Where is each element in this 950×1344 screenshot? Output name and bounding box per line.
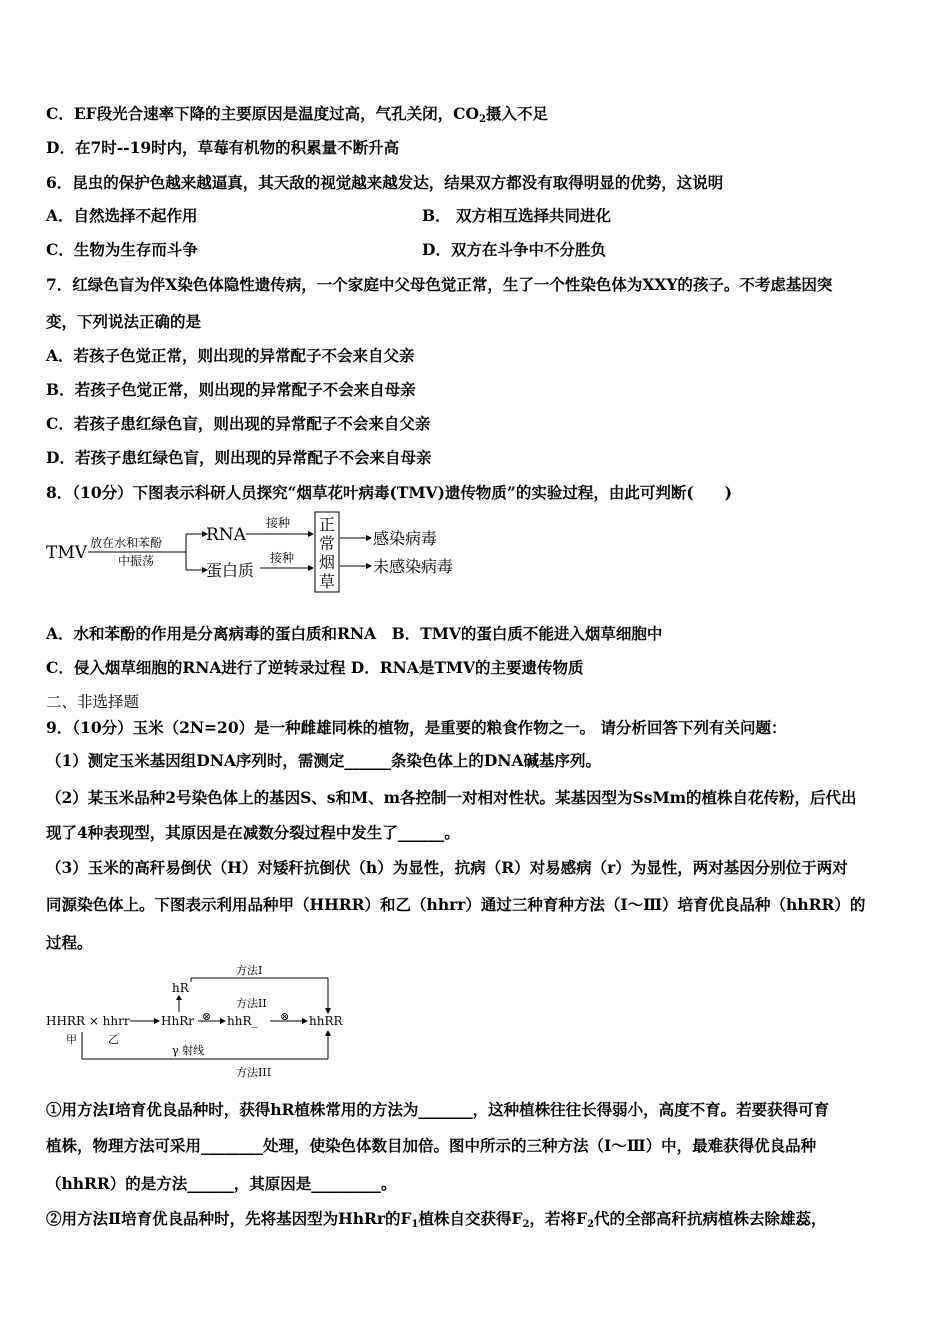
shake-label-top: 放在水和苯酚 (90, 536, 163, 550)
q9-sub1-line3: （hhRR）的是方法______，其原因是_________。 (46, 1174, 397, 1193)
q7-stem-line2: 变，下列说法正确的是 (46, 312, 202, 331)
arrowhead-inoculate-2 (308, 565, 314, 571)
q8-options-ab: A．水和苯酚的作用是分离病毒的蛋白质和RNA B．TMV的蛋白质不能进入烟草细胞中 (46, 624, 663, 643)
q6-option-d: D．双方在斗争中不分胜负 (422, 240, 606, 259)
arrowhead-result-1 (366, 535, 372, 541)
tmv-label: TMV (46, 543, 88, 563)
q9-sub1-line1: ①用方法Ⅰ培育优良品种时，获得hR植株常用的方法为_______，这种植株往往长得弱小，高度不育。若要获得可育 (46, 1100, 830, 1119)
tobacco-char-4: 草 (319, 572, 336, 591)
protein-label: 蛋白质 (206, 561, 255, 580)
ray-label: γ 射线 (172, 1044, 205, 1057)
q6-options-row2 (46, 238, 606, 260)
yi-label: 乙 (108, 1033, 119, 1046)
inoculate-label-2: 接种 (270, 551, 295, 565)
q6-option-a: A．自然选择不起作用 (46, 206, 198, 225)
q6-options-row1 (46, 204, 611, 226)
cross-arrowhead (154, 1018, 160, 1024)
selfing-arrowhead-2 (302, 1018, 308, 1024)
q9-part3-line1: （3）玉米的高秆易倒伏（H）对矮秆抗倒伏（h）为显性，抗病（R）对易感病（r）为显性，两对基因分别位于两对 (46, 858, 848, 877)
rna-label: RNA (206, 525, 246, 545)
method3-label: 方法III (236, 1066, 272, 1079)
method2-label: 方法II (236, 997, 267, 1010)
q8-stem: 8．（10分）下图表示科研人员探究“烟草花叶病毒(TMV)遗传物质”的实验过程，由此可判断( ) (46, 483, 732, 502)
breeding-methods-diagram (44, 958, 354, 1082)
target-label: hhRR (309, 1014, 343, 1028)
q9-sub1-line2: 植株，物理方法可采用________处理，使染色体数目加倍。图中所示的三种方法（Ⅰ～Ⅲ）中，最难获得优良品种 (46, 1136, 817, 1155)
q7-option-a: A．若孩子色觉正常，则出现的异常配子不会来自父亲 (46, 346, 415, 365)
q5-option-c: C．EF段光合速率下降的主要原因是温度过高，气孔关闭，$CO_2$摄入不足 (46, 104, 548, 125)
q9-part3-line2: 同源染色体上。下图表示利用品种甲（HHRR）和乙（hhrr）通过三种育种方法（Ⅰ～Ⅲ）培育优良品种（hhRR）的 (46, 895, 866, 914)
section-heading: 二、非选择题 (46, 693, 140, 711)
result-infected: 感染病毒 (373, 529, 438, 548)
selfing-symbol-1: ⊗ (202, 1010, 212, 1023)
tobacco-char-2: 常 (319, 534, 336, 553)
jia-label: 甲 (66, 1033, 77, 1046)
q7-option-d: D．若孩子患红绿色盲，则出现的异常配子不会来自母亲 (46, 448, 432, 467)
q9-part1: （1）测定玉米基因组DNA序列时，需测定______条染色体上的DNA碱基序列。 (46, 751, 602, 770)
hr-label: hR (172, 981, 189, 995)
arrowhead-result-2 (366, 563, 372, 569)
q9-part2-line2: 现了4种表现型，其原因是在减数分裂过程中发生了______。 (46, 823, 460, 842)
q6-stem: 6．昆虫的保护色越来越逼真，其天敌的视觉越来越发达，结果双方都没有取得明显的优势，这说明 (46, 173, 724, 192)
hr-arrowhead (176, 995, 182, 1000)
arrowhead-inoculate-1 (308, 531, 314, 537)
method3-arrowhead (325, 1030, 331, 1036)
result-not-infected: 未感染病毒 (373, 557, 454, 576)
q6-option-b: B． 双方相互选择共同进化 (422, 206, 611, 225)
shake-label-bottom: 中振荡 (118, 554, 155, 568)
q5-option-d: D．在7时--19时内，草莓有机物的积累量不断升高 (46, 138, 400, 157)
q9-stem: 9．（10分）玉米（2N=20）是一种雌雄同株的植物，是重要的粮食作物之一。 请分析回答下列有关问题： (46, 718, 787, 737)
hhr-label: hhR_ (227, 1014, 258, 1028)
q9-sub2-line1: ②用方法Ⅱ培育优良品种时，先将基因型为HhRr的$F_1$植株自交获得$F_2$，若将$F_2$代的全部高秆抗病植株去除雄蕊， (46, 1209, 827, 1230)
q7-option-c: C．若孩子患红绿色盲，则出现的异常配子不会来自父亲 (46, 414, 431, 433)
inoculate-label-1: 接种 (266, 516, 291, 530)
q6-option-c: C．生物为生存而斗争 (46, 240, 198, 259)
q7-stem-line1: 7．红绿色盲为伴X染色体隐性遗传病，一个家庭中父母色觉正常，生了一个性染色体为XXY的孩子。不考虑基因突 (46, 275, 833, 294)
method1-label: 方法I (236, 964, 263, 977)
cross-label: HHRR × hhrr (46, 1014, 130, 1028)
q9-part2-line1: （2）某玉米品种2号染色体上的基因S、s和M、m各控制一对相对性状。某基因型为SsMm的植株自花传粉，后代出 (46, 788, 857, 807)
tobacco-char-1: 正 (319, 515, 336, 534)
tmv-experiment-diagram (44, 510, 484, 598)
tobacco-char-3: 烟 (319, 553, 336, 572)
selfing-arrowhead-1 (220, 1018, 226, 1024)
q8-options-cd: C．侵入烟草细胞的RNA进行了逆转录过程 D．RNA是TMV的主要遗传物质 (46, 658, 584, 677)
selfing-symbol-2: ⊗ (280, 1010, 290, 1023)
f1-label: HhRr (161, 1014, 194, 1028)
q9-part3-line3: 过程。 (46, 933, 93, 952)
q7-option-b: B．若孩子色觉正常，则出现的异常配子不会来自母亲 (46, 380, 416, 399)
